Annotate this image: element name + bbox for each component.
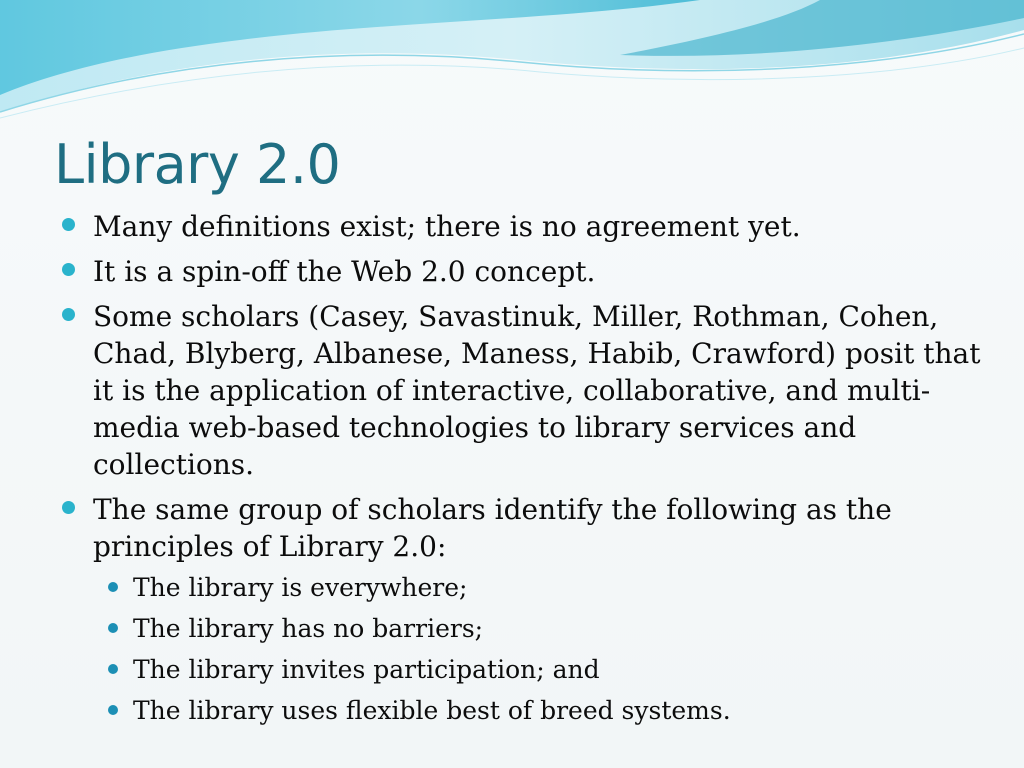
bullet-text: It is a spin-off the Web 2.0 concept. xyxy=(93,255,596,288)
sub-bullet-text: The library has no barriers; xyxy=(133,614,484,643)
bullet-text: Some scholars (Casey, Savastinuk, Miller, Rothman, Cohen, Chad, Blyberg, Albanese, Maness, Habib, Crawford) posit that it is the application of interactive, collaborative, and multi-media web-based technologies to library services and collections. xyxy=(93,300,981,481)
sub-list-item xyxy=(105,571,992,605)
sub-bullet-text: The library uses flexible best of breed systems. xyxy=(133,696,731,725)
sub-bullet-dot-icon xyxy=(108,582,118,592)
bullet-list xyxy=(62,208,992,728)
bullet-text: Many definitions exist; there is no agreement yet. xyxy=(93,210,801,243)
sub-bullet-dot-icon xyxy=(108,664,118,674)
list-item xyxy=(62,491,992,728)
sub-list-item xyxy=(105,653,992,687)
sub-bullet-list xyxy=(93,571,992,728)
sub-bullet-dot-icon xyxy=(108,705,118,715)
bullet-dot-icon xyxy=(62,308,75,321)
list-item xyxy=(62,298,992,483)
sub-bullet-text: The library is everywhere; xyxy=(133,573,468,602)
slide-content xyxy=(62,208,992,736)
bullet-text: The same group of scholars identify the following as the principles of Library 2.0: xyxy=(93,493,892,563)
list-item xyxy=(62,253,992,290)
sub-bullet-text: The library invites participation; and xyxy=(133,655,600,684)
bullet-dot-icon xyxy=(62,501,75,514)
decorative-wave-header xyxy=(0,0,1024,130)
sub-bullet-dot-icon xyxy=(108,623,118,633)
sub-list-item xyxy=(105,612,992,646)
bullet-dot-icon xyxy=(62,263,75,276)
list-item xyxy=(62,208,992,245)
slide-title: Library 2.0 xyxy=(54,133,341,196)
bullet-dot-icon xyxy=(62,218,75,231)
sub-list-item xyxy=(105,694,992,728)
